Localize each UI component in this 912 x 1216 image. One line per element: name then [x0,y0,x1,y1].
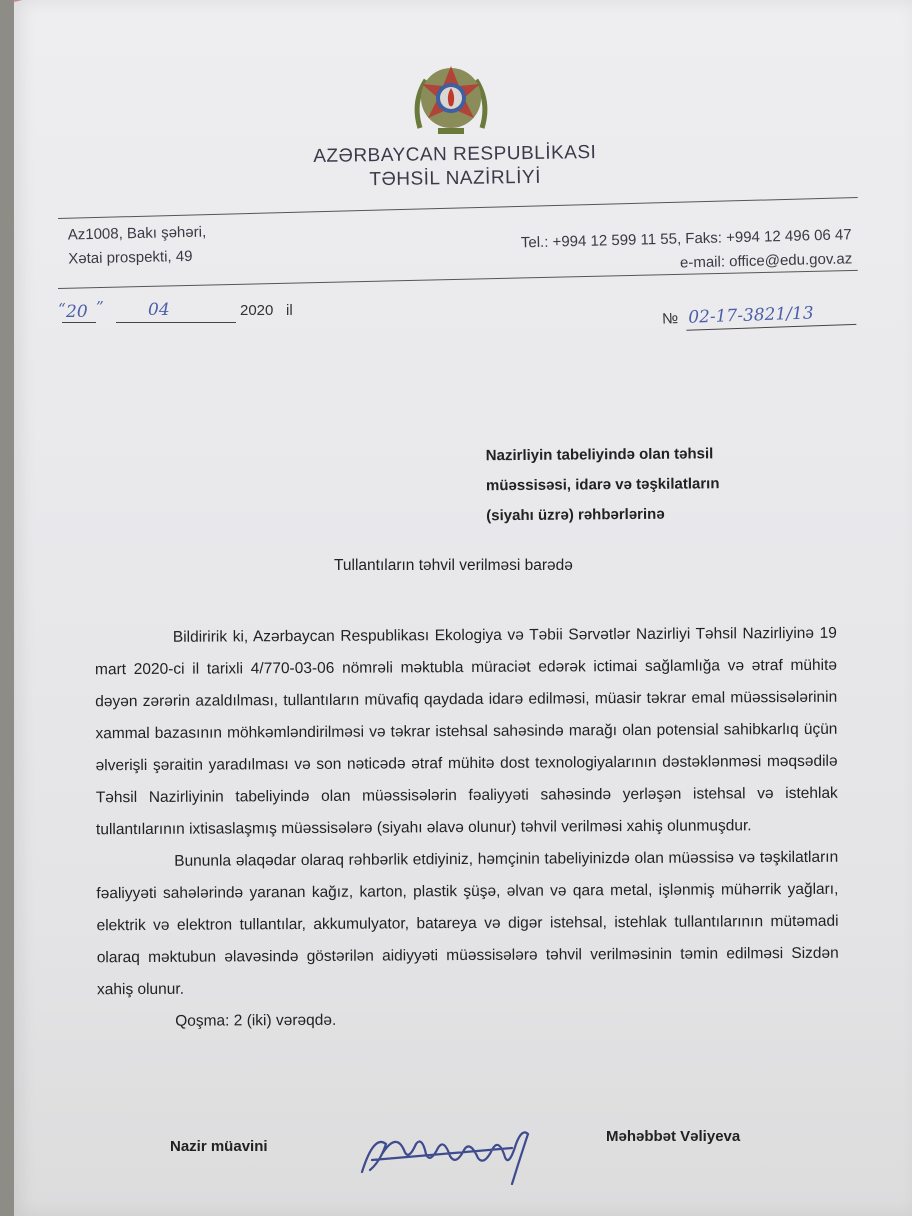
addressee-line-2: müəssisəsi, idarə və təşkilatların [485,475,720,495]
ministry-name-line1: AZƏRBAYCAN RESPUBLİKASI [313,142,597,167]
ministry-address [68,221,207,272]
body-paragraph-1: Bildiririk ki, Azərbaycan Respublikası Ekologiya və Təbii Sərvətlər Nazirliyi Təhsil Nazirliyinə 19 mart 2020-ci il tarixli 4/770-03-06 nömrəli məktubla müraciət edərək ictimai sağlamlığa və ətraf mühitə dəyən zərərin azaldılması, tullantıların müvafiq qaydada idarə edilməsi, müasir təkrar emal müəssisələrinin xammal bazasının möhkəmləndirilməsi və təkrar istehsal sahəsində marağı olan potensial sahibkarlıq üçün əlverişli şəraitin yaradılması və son nəticədə ətraf mühitə dost texnologiyalarının dəstəklənməsi məqsədilə Təhsil Nazirliyinin tabeliyində olan müəssisələrin fəaliyyəti sahəsində yerləşən istehsal və istehlak tullantılarının ixtisaslaşmış müəssisələrə (siyahı əlavə olunur) təhvil verilməsi xahiş olunmuşdur. [94,624,838,839]
ministry-name-line2: TƏHSİL NAZİRLİYİ [369,166,542,191]
addressee-block [486,439,777,532]
date-day: 20 [66,302,88,322]
email-line: e-mail: office@edu.gov.az [679,250,853,272]
date-suffix: il [286,302,293,319]
attachment-note: Qoşma: 2 (iki) vərəqdə. [175,1011,337,1030]
date-month: 04 [148,300,170,320]
handwritten-signature-icon [352,1114,552,1194]
letter-body [95,618,840,1039]
number-label: № [661,310,679,328]
address-line-2: Xətai prospekti, 49 [68,247,193,268]
signatory-title: Nazir müavini [170,1138,268,1155]
number-value: 02-17-3821/13 [687,303,814,328]
addressee-line-1: Nazirliyin tabeliyində olan təhsil [485,445,714,465]
body-paragraph-2: Bununla əlaqədar olaraq rəhbərlik etdiyiniz, həmçinin tabeliyinizdə olan müəssisə və təşkilatların fəaliyyəti sahələrində yaranan kağız, karton, plastik şüşə, əlvan və qara metal, işlənmiş mühərrik yağları, elektrik və elektron tullantılar, akkumulyator, batareya və digər istehsal, istehlak tullantılarının mütəmadi olaraq məktubun əlavəsində göstərilən aidiyyəti müəssisələrə təhvil verilməsinin təmin edilməsi Sizdən xahiş olunur. [96,848,839,999]
letter-subject: Tullantıların təhvil verilməsi barədə [334,557,573,574]
addressee-line-3: (siyahı üzrə) rəhbərlərinə [486,505,665,525]
ministry-title [300,141,611,193]
state-emblem-icon [408,58,494,144]
signatory-name: Məhəbbət Vəliyeva [606,1128,741,1145]
date-year: 2020 [240,302,274,319]
phone-fax-line: Tel.: +994 12 599 11 55, Faks: +994 12 496 06 47 [520,226,852,252]
address-line-1: Az1008, Bakı şəhəri, [67,223,207,244]
